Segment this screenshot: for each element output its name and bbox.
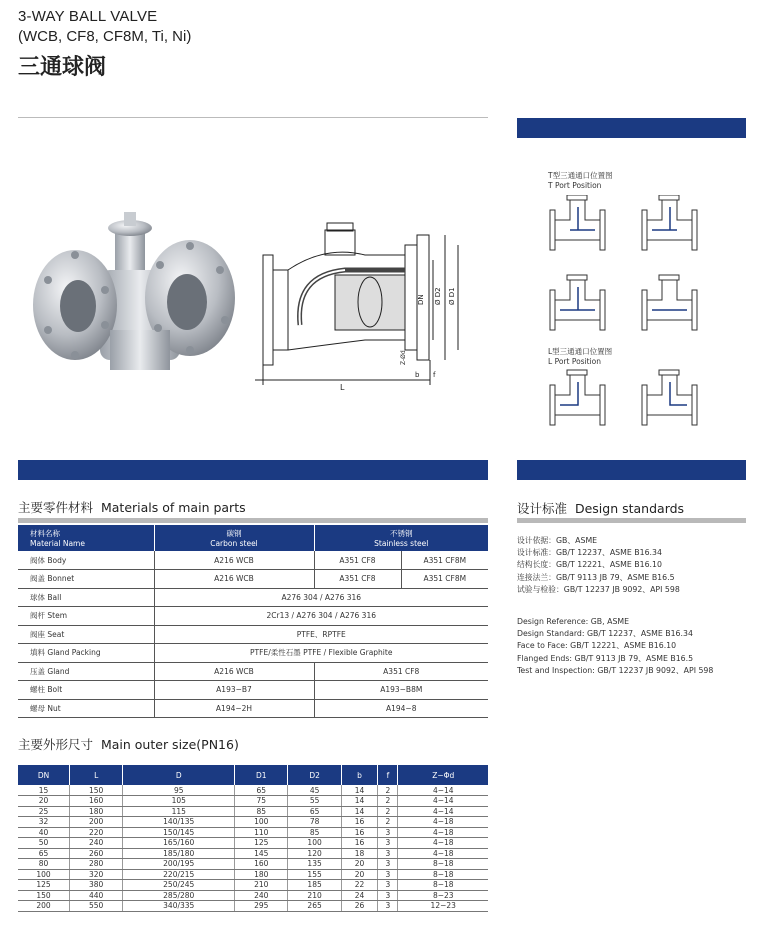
materials-title-rule: [18, 518, 488, 523]
size-cell: 180: [235, 869, 288, 880]
size-cell: 220/215: [123, 869, 235, 880]
size-cell: 165/160: [123, 838, 235, 849]
dim-f-label: f: [433, 371, 436, 379]
dim-d2-label: Ø D2: [434, 287, 442, 305]
size-cell: 14: [341, 806, 378, 817]
size-cell: 78: [288, 817, 341, 828]
size-cell: 8−23: [398, 890, 488, 901]
dim-d1-label: Ø D1: [448, 287, 456, 305]
materials-row: [18, 699, 488, 718]
size-column-header: D1: [235, 765, 288, 785]
size-cell: 4−14: [398, 806, 488, 817]
size-row: [18, 785, 488, 796]
dim-b-label: b: [415, 371, 420, 379]
size-row: [18, 817, 488, 828]
size-cell: 20: [341, 859, 378, 870]
size-cell: 280: [70, 859, 123, 870]
standards-cn-list: [517, 535, 746, 596]
standard-line: 结构长度：GB/T 12221、ASME B16.10: [517, 560, 662, 570]
size-cell: 100: [18, 869, 70, 880]
size-cell: 140/135: [123, 817, 235, 828]
size-cell: 16: [341, 827, 378, 838]
product-title-en: 3-WAY BALL VALVE: [18, 8, 158, 25]
size-column-header: L: [70, 765, 123, 785]
standard-line: Design Reference: GB, ASME: [517, 617, 630, 626]
size-cell: 16: [341, 817, 378, 828]
size-cell: 26: [341, 901, 378, 912]
size-cell: 100: [288, 838, 341, 849]
materials-row: [18, 588, 488, 607]
size-cell: 160: [235, 859, 288, 870]
size-cell: 2: [378, 817, 398, 828]
size-cell: 150: [70, 785, 123, 796]
size-cell: 265: [288, 901, 341, 912]
size-cell: 200: [70, 817, 123, 828]
valve-section-drawing: [255, 215, 480, 395]
standard-line: Design Standard: GB/T 12237、ASME B16.34: [517, 629, 693, 639]
materials-cell-stainless: A193−B8M: [314, 681, 488, 700]
size-cell: 115: [123, 806, 235, 817]
materials-cell-name: 球体 Ball: [18, 588, 154, 607]
materials-row: [18, 644, 488, 663]
size-cell: 110: [235, 827, 288, 838]
materials-cell-name: 螺母 Nut: [18, 699, 154, 718]
size-cell: 85: [288, 827, 341, 838]
size-cell: 380: [70, 880, 123, 891]
materials-cell-carbon: A193−B7: [154, 681, 314, 700]
product-materials-line: (WCB, CF8, CF8M, Ti, Ni): [18, 28, 192, 45]
size-cell: 4−14: [398, 785, 488, 796]
size-cell: 85: [235, 806, 288, 817]
t-port-diagram-2: [642, 195, 697, 250]
size-cell: 4−18: [398, 838, 488, 849]
materials-row: [18, 607, 488, 626]
size-cell: 260: [70, 848, 123, 859]
header-divider: [18, 117, 488, 118]
materials-cell-name: 压盖 Gland: [18, 662, 154, 681]
size-row: [18, 880, 488, 891]
port-position-diagrams: [545, 195, 715, 435]
size-cell: 3: [378, 890, 398, 901]
materials-title: 主要零件材料 Materials of main parts: [18, 500, 246, 515]
size-column-header: D: [123, 765, 235, 785]
size-cell: 105: [123, 796, 235, 807]
standards-title: 设计标准 Design standards: [517, 501, 685, 516]
size-cell: 50: [18, 838, 70, 849]
size-cell: 125: [235, 838, 288, 849]
standard-line: Face to Face: GB/T 12221、ASME B16.10: [517, 641, 677, 651]
size-cell: 4−14: [398, 796, 488, 807]
size-cell: 40: [18, 827, 70, 838]
size-cell: 125: [18, 880, 70, 891]
size-cell: 15: [18, 785, 70, 796]
size-cell: 150/145: [123, 827, 235, 838]
materials-row: [18, 681, 488, 700]
l-port-label: L型三通通口位置图 L Port Position: [548, 347, 613, 366]
size-cell: 4−18: [398, 827, 488, 838]
materials-cell-name: 填料 Gland Packing: [18, 644, 154, 663]
size-row: [18, 869, 488, 880]
size-cell: 220: [70, 827, 123, 838]
materials-header-name: 材料名称 Material Name: [18, 525, 154, 551]
size-cell: 3: [378, 859, 398, 870]
materials-cell-cf8: A351 CF8: [314, 551, 401, 570]
materials-row: [18, 662, 488, 681]
t-port-diagram-1: [550, 195, 605, 250]
standard-line: 试验与检验：GB/T 12237 JB 9092、API 598: [517, 584, 680, 594]
size-row: [18, 901, 488, 912]
materials-cell-carbon: A216 WCB: [154, 551, 314, 570]
materials-header-carbon: 碳钢 Carbon steel: [154, 525, 314, 551]
materials-cell-carbon: A216 WCB: [154, 662, 314, 681]
size-cell: 18: [341, 848, 378, 859]
materials-cell-name: 阀盖 Bonnet: [18, 570, 154, 589]
size-cell: 120: [288, 848, 341, 859]
materials-header-stainless: 不锈钢 Stainless steel: [314, 525, 488, 551]
size-cell: 55: [288, 796, 341, 807]
outer-size-title: 主要外形尺寸 Main outer size(PN16): [18, 737, 239, 752]
size-cell: 4−18: [398, 848, 488, 859]
size-cell: 210: [235, 880, 288, 891]
standard-line: Test and Inspection: GB/T 12237 JB 9092、API 598: [517, 665, 714, 675]
product-title-cn: 三通球阀: [18, 55, 107, 80]
size-cell: 185: [288, 880, 341, 891]
size-cell: 145: [235, 848, 288, 859]
size-cell: 20: [18, 796, 70, 807]
standard-line: 连接法兰：GB/T 9113 JB 79、ASME B16.5: [517, 572, 675, 582]
t-port-diagram-3: [550, 275, 605, 330]
size-cell: 3: [378, 869, 398, 880]
materials-cell-name: 螺柱 Bolt: [18, 681, 154, 700]
size-cell: 8−18: [398, 869, 488, 880]
size-cell: 20: [341, 869, 378, 880]
l-port-diagram-2: [642, 370, 697, 425]
size-cell: 240: [235, 890, 288, 901]
materials-cell-cf8m: A351 CF8M: [401, 570, 488, 589]
materials-cell-name: 阀杆 Stem: [18, 607, 154, 626]
t-port-diagram-4: [642, 275, 697, 330]
materials-cell-stainless: A194−8: [314, 699, 488, 718]
dim-length-label: L: [340, 383, 345, 392]
size-row: [18, 796, 488, 807]
outer-size-table: [18, 765, 488, 912]
materials-row: [18, 625, 488, 644]
size-cell: 180: [70, 806, 123, 817]
materials-table: [18, 525, 488, 718]
materials-cell-stainless: A351 CF8: [314, 662, 488, 681]
size-row: [18, 859, 488, 870]
dim-dn-label: DN: [417, 294, 425, 305]
standards-title-rule: [517, 518, 746, 523]
standard-line: 设计依据：GB、ASME: [517, 536, 598, 545]
size-cell: 210: [288, 890, 341, 901]
size-cell: 100: [235, 817, 288, 828]
size-row: [18, 890, 488, 901]
size-cell: 80: [18, 859, 70, 870]
size-cell: 4−18: [398, 817, 488, 828]
size-cell: 8−18: [398, 880, 488, 891]
size-cell: 2: [378, 796, 398, 807]
size-cell: 3: [378, 901, 398, 912]
size-cell: 135: [288, 859, 341, 870]
size-cell: 200: [18, 901, 70, 912]
materials-cell-all: PTFE/柔性石墨 PTFE / Flexible Graphite: [154, 644, 488, 663]
size-cell: 25: [18, 806, 70, 817]
size-column-header: Z−Φd: [398, 765, 488, 785]
size-cell: 3: [378, 827, 398, 838]
standards-en-list: [517, 616, 746, 677]
standard-line: 设计标准：GB/T 12237、ASME B16.34: [517, 548, 662, 558]
size-cell: 8−18: [398, 859, 488, 870]
size-row: [18, 848, 488, 859]
materials-cell-cf8m: A351 CF8M: [401, 551, 488, 570]
size-cell: 65: [235, 785, 288, 796]
size-cell: 14: [341, 796, 378, 807]
size-cell: 185/180: [123, 848, 235, 859]
materials-row: [18, 551, 488, 570]
size-cell: 65: [18, 848, 70, 859]
size-cell: 285/280: [123, 890, 235, 901]
l-port-diagram-1: [550, 370, 605, 425]
t-port-label: T型三通通口位置图 T Port Position: [548, 171, 613, 190]
size-column-header: D2: [288, 765, 341, 785]
materials-cell-all: 2Cr13 / A276 304 / A276 316: [154, 607, 488, 626]
materials-cell-cf8: A351 CF8: [314, 570, 401, 589]
materials-cell-carbon: A216 WCB: [154, 570, 314, 589]
size-cell: 65: [288, 806, 341, 817]
port-panel-bar: [517, 118, 746, 138]
size-cell: 155: [288, 869, 341, 880]
size-cell: 12−23: [398, 901, 488, 912]
size-cell: 14: [341, 785, 378, 796]
materials-cell-name: 阀座 Seat: [18, 625, 154, 644]
size-row: [18, 806, 488, 817]
size-cell: 150: [18, 890, 70, 901]
size-cell: 24: [341, 890, 378, 901]
size-cell: 2: [378, 806, 398, 817]
standards-section-bar: [517, 460, 746, 480]
size-cell: 95: [123, 785, 235, 796]
materials-cell-all: A276 304 / A276 316: [154, 588, 488, 607]
materials-cell-name: 阀体 Body: [18, 551, 154, 570]
size-cell: 3: [378, 848, 398, 859]
size-cell: 340/335: [123, 901, 235, 912]
size-cell: 320: [70, 869, 123, 880]
size-row: [18, 827, 488, 838]
size-column-header: DN: [18, 765, 70, 785]
materials-section-bar: [18, 460, 488, 480]
size-row: [18, 838, 488, 849]
size-cell: 32: [18, 817, 70, 828]
standard-line: Flanged Ends: GB/T 9113 JB 79、ASME B16.5: [517, 653, 694, 663]
size-cell: 440: [70, 890, 123, 901]
size-cell: 200/195: [123, 859, 235, 870]
materials-cell-all: PTFE、RPTFE: [154, 625, 488, 644]
materials-row: [18, 570, 488, 589]
size-cell: 250/245: [123, 880, 235, 891]
dim-bolt-label: Z-Ød: [400, 350, 407, 365]
size-cell: 550: [70, 901, 123, 912]
size-cell: 3: [378, 880, 398, 891]
size-cell: 160: [70, 796, 123, 807]
materials-cell-carbon: A194−2H: [154, 699, 314, 718]
size-cell: 2: [378, 785, 398, 796]
size-column-header: b: [341, 765, 378, 785]
size-cell: 240: [70, 838, 123, 849]
size-cell: 295: [235, 901, 288, 912]
size-cell: 22: [341, 880, 378, 891]
size-cell: 45: [288, 785, 341, 796]
size-column-header: f: [378, 765, 398, 785]
size-cell: 16: [341, 838, 378, 849]
size-cell: 3: [378, 838, 398, 849]
size-cell: 75: [235, 796, 288, 807]
valve-photo: [30, 210, 240, 390]
